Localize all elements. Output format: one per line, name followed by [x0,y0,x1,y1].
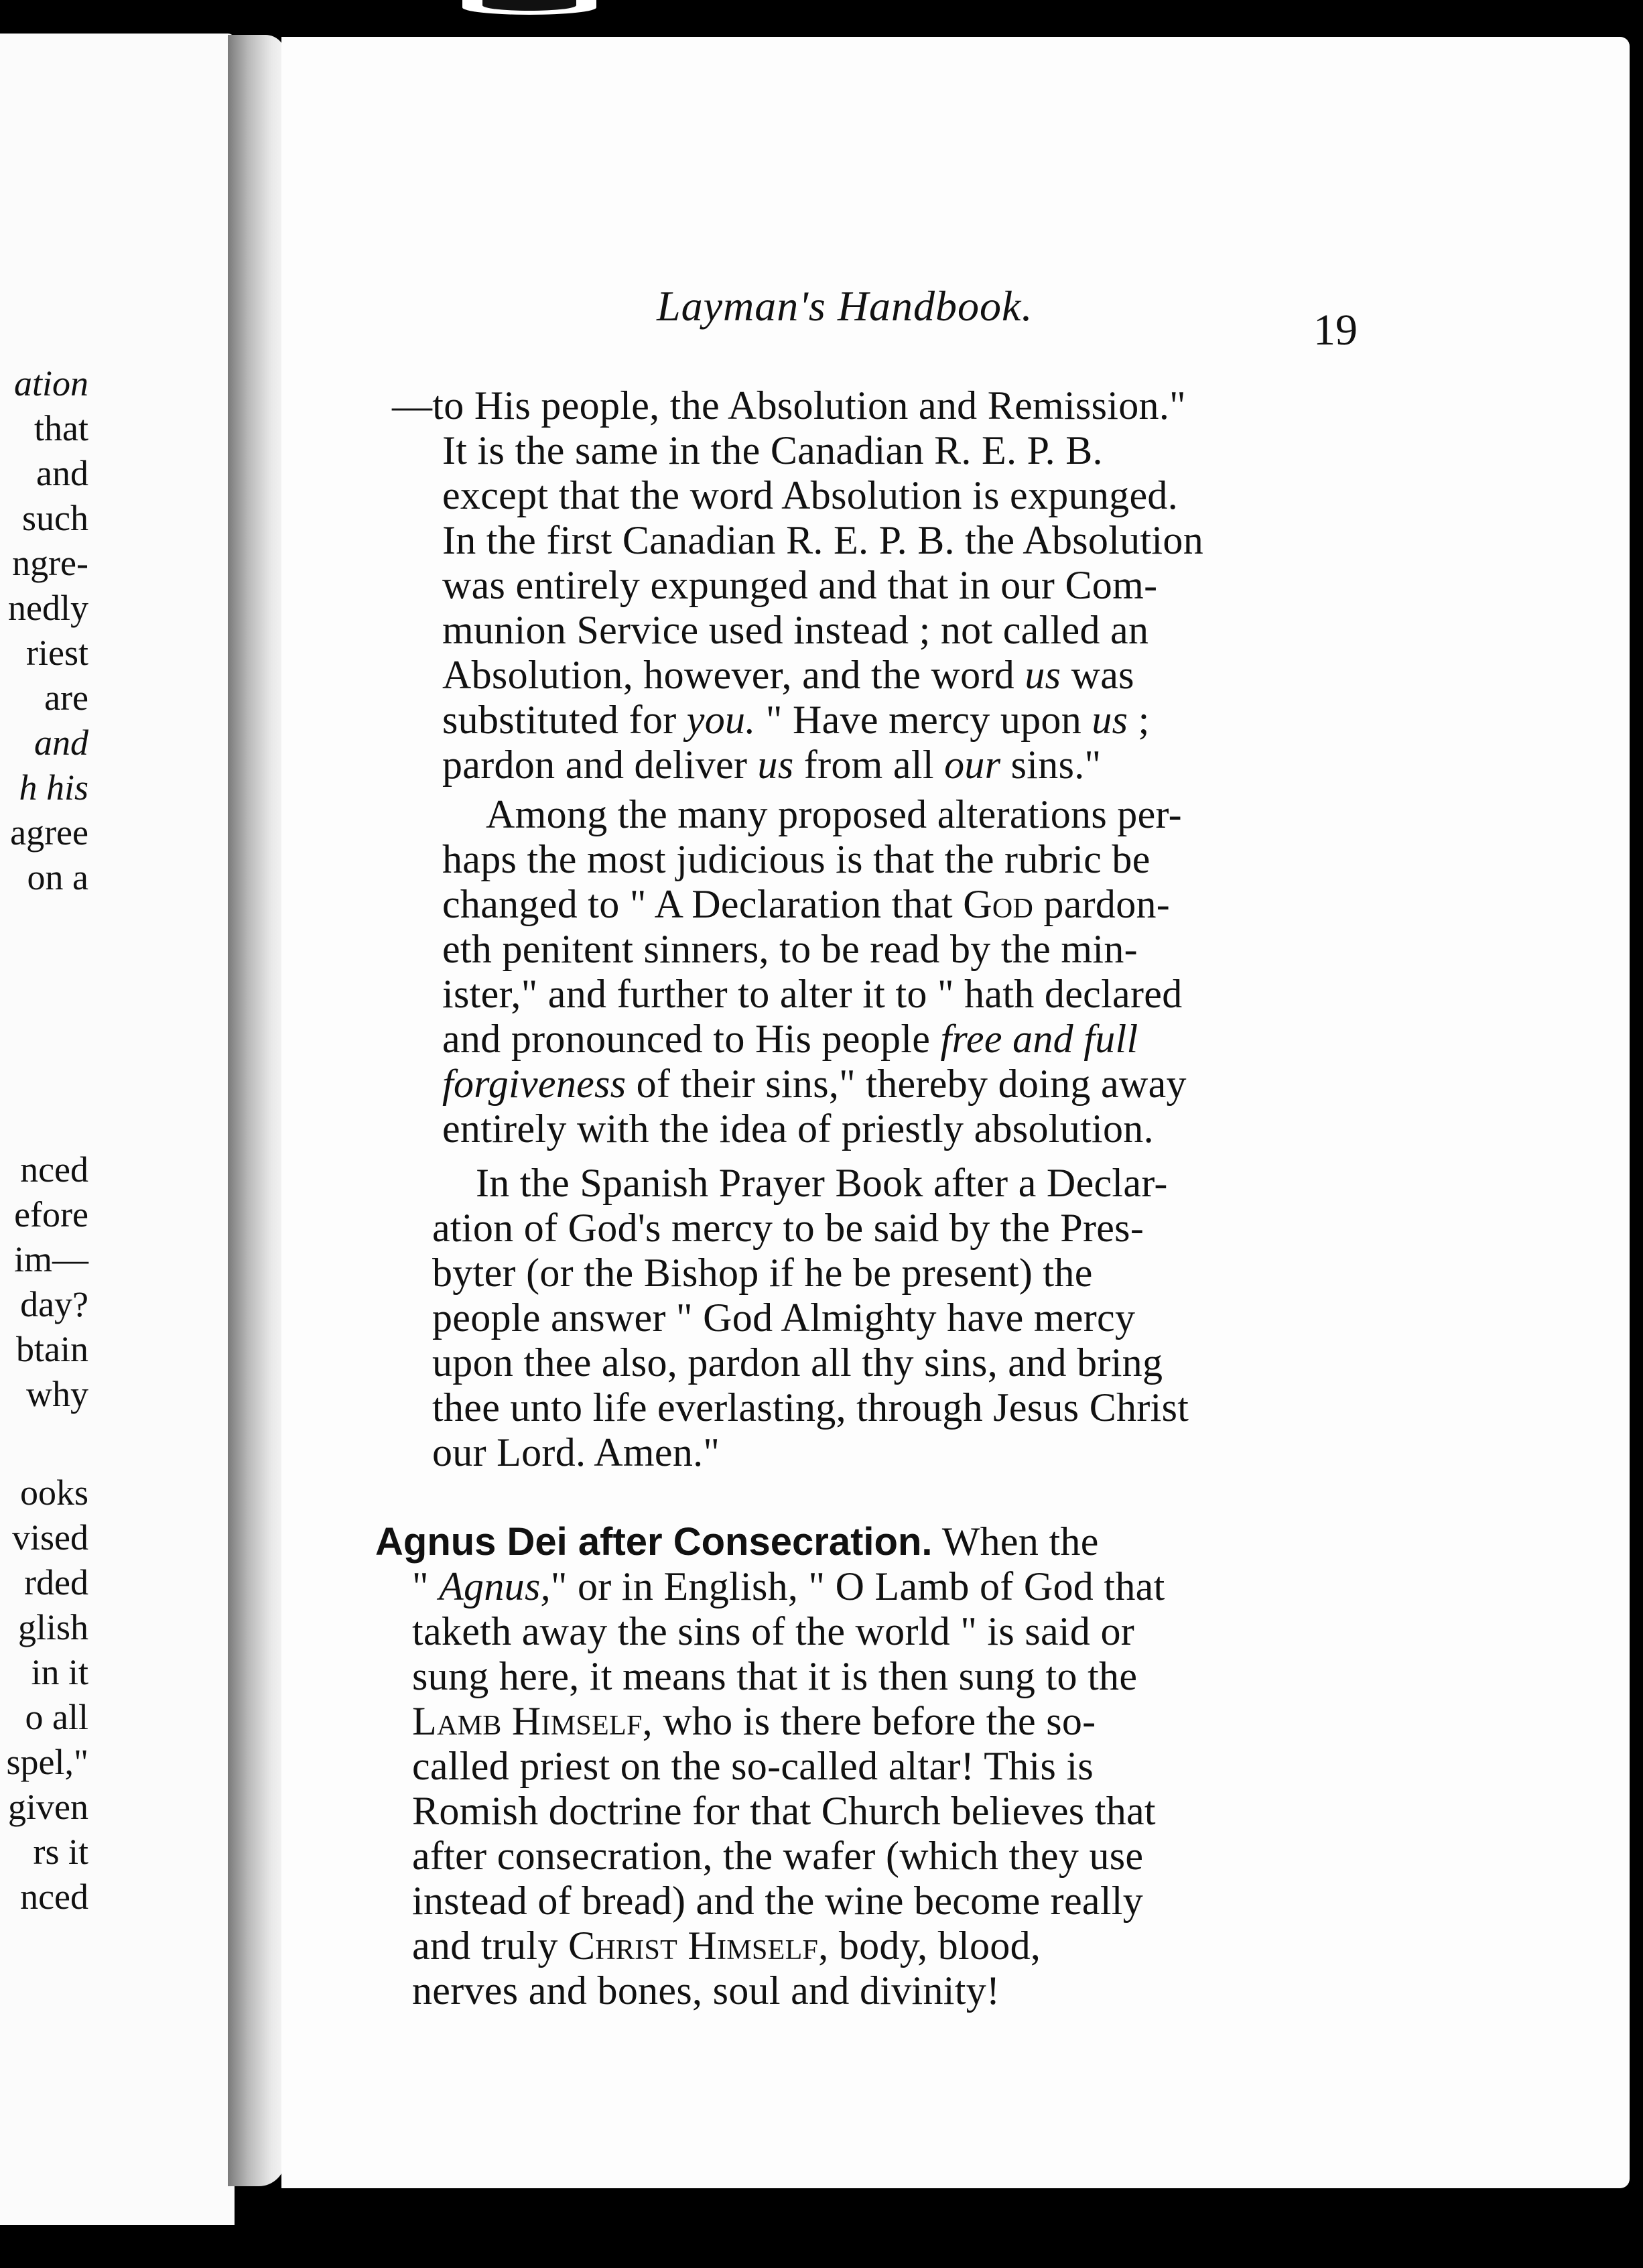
text-run: When the [932,1519,1099,1564]
text-line: called priest on the so-called altar! This is [412,1744,1094,1788]
facing-fragment: efore [14,1194,88,1235]
text-line: sung here, it means that it is then sung to the [412,1654,1138,1698]
text-line: munion Service used instead ; not called an [442,608,1149,652]
facing-fragment: rded [24,1562,88,1602]
text-run: pardon- [1033,882,1171,926]
text-run: , body, blood, [818,1924,1041,1968]
text-run-italic: our [944,743,1001,787]
facing-fragment: ation [13,363,88,403]
binding-clip [482,0,576,11]
text-line [442,745,1101,785]
facing-fragment: o all [25,1697,88,1737]
text-run: from all [793,743,945,787]
text-run-italic: us [1025,653,1061,697]
text-run-italic: forgiveness [442,1062,627,1106]
facing-fragment: im— [13,1239,88,1279]
text-line: except that the word Absolution is expunged. [442,473,1179,517]
text-line: instead of bread) and the wine become really [412,1879,1144,1923]
text-run: and pronounced to His people [442,1017,941,1061]
text-run: changed to " A Declaration that [442,882,964,926]
section-first-line [375,1521,1099,1562]
running-title: Layman's Handbook. [657,282,1033,330]
facing-fragment: nced [20,1877,88,1917]
text-line [442,1064,1187,1104]
text-line: nerves and bones, soul and divinity! [412,1968,1000,2013]
facing-fragment: and [36,453,88,493]
text-line: thee unto life everlasting, through Jesus Christ [432,1385,1189,1430]
facing-fragment: nedly [8,588,88,628]
text-line: upon thee also, pardon all thy sins, and bring [432,1340,1163,1385]
facing-fragment: riest [26,633,88,673]
text-run: sins." [1000,743,1102,787]
text-line [442,655,1134,695]
text-run: " [412,1564,440,1609]
facing-fragment: glish [17,1607,88,1647]
text-line: people answer " God Almighty have mercy [432,1296,1136,1340]
text-line: our Lord. Amen." [432,1430,720,1474]
text-run-italic: us [1092,698,1128,742]
text-line: taketh away the sins of the world " is said or [412,1609,1135,1653]
text-run: Absolution, however, and the word [442,653,1025,697]
book-gutter [228,35,285,2186]
text-line: after consecration, the wafer (which they use [412,1834,1144,1878]
text-run: , who is there before the so- [642,1699,1096,1743]
text-run: " or in English, " O Lamb of God that [550,1564,1165,1609]
text-line: In the Spanish Prayer Book after a Declar- [476,1161,1168,1205]
text-line: Among the many proposed alterations per- [486,792,1182,836]
text-run-smallcaps: Lamb Himself [412,1699,643,1743]
book-page [281,37,1630,2188]
text-run: substituted for [442,698,687,742]
facing-fragment: day? [20,1284,88,1324]
facing-fragment: given [8,1787,88,1827]
facing-fragment: in it [31,1652,88,1692]
facing-fragment: and [34,722,88,763]
text-run-smallcaps: God [963,882,1034,926]
text-line [442,1019,1138,1059]
text-line: Romish doctrine for that Church believes that [412,1789,1156,1833]
facing-fragment: nced [20,1149,88,1190]
text-line [412,1926,1041,1966]
facing-fragment: agree [10,812,88,853]
facing-fragment: ngre- [12,543,88,583]
text-line [442,700,1150,740]
text-line: In the first Canadian R. E. P. B. the Absolution [442,518,1204,562]
text-line: byter (or the Bishop if he be present) the [432,1251,1093,1295]
text-line: It is the same in the Canadian R. E. P. B. [442,428,1103,472]
facing-fragment: on a [27,857,88,897]
facing-fragment: h his [19,767,88,808]
text-line [412,1701,1096,1741]
facing-fragment: such [22,498,88,538]
facing-fragment: that [34,408,88,448]
facing-fragment: why [26,1374,88,1414]
section-heading: Agnus Dei after Consecration. [375,1520,933,1564]
text-line [412,1564,1165,1609]
facing-fragment: btain [16,1329,88,1369]
facing-fragment: spel," [6,1742,88,1782]
text-run: of their sins," thereby doing away [626,1062,1187,1106]
facing-fragment: ooks [19,1472,88,1513]
text-line: —to His people, the Absolution and Remission." [392,383,1186,428]
text-run-italic: you. [686,698,756,742]
facing-fragment: are [44,678,88,718]
page-number: 19 [1313,306,1358,355]
text-line: haps the most judicious is that the rubric be [442,837,1151,881]
text-line: eth penitent sinners, to be read by the min- [442,927,1138,971]
text-run-italic: us [757,743,794,787]
text-run-italic: free and full [940,1017,1138,1061]
text-line: was entirely expunged and that in our Com- [442,563,1158,607]
text-line: ation of God's mercy to be said by the Pres- [432,1206,1144,1250]
text-run: was [1061,653,1134,697]
text-run: " Have mercy upon [755,698,1092,742]
facing-page [0,34,235,2225]
text-run: pardon and deliver [442,743,758,787]
text-line: ister," and further to alter it to " hath declared [442,972,1183,1016]
text-run: ; [1128,698,1150,742]
text-line [442,884,1170,924]
facing-fragment: rs it [33,1832,88,1872]
text-run-italic: Agnus, [439,1564,551,1609]
facing-fragment: vised [12,1517,88,1558]
text-run: and truly [412,1924,568,1968]
text-run-smallcaps: Christ Himself [568,1924,819,1968]
text-line: entirely with the idea of priestly absolution. [442,1107,1154,1151]
